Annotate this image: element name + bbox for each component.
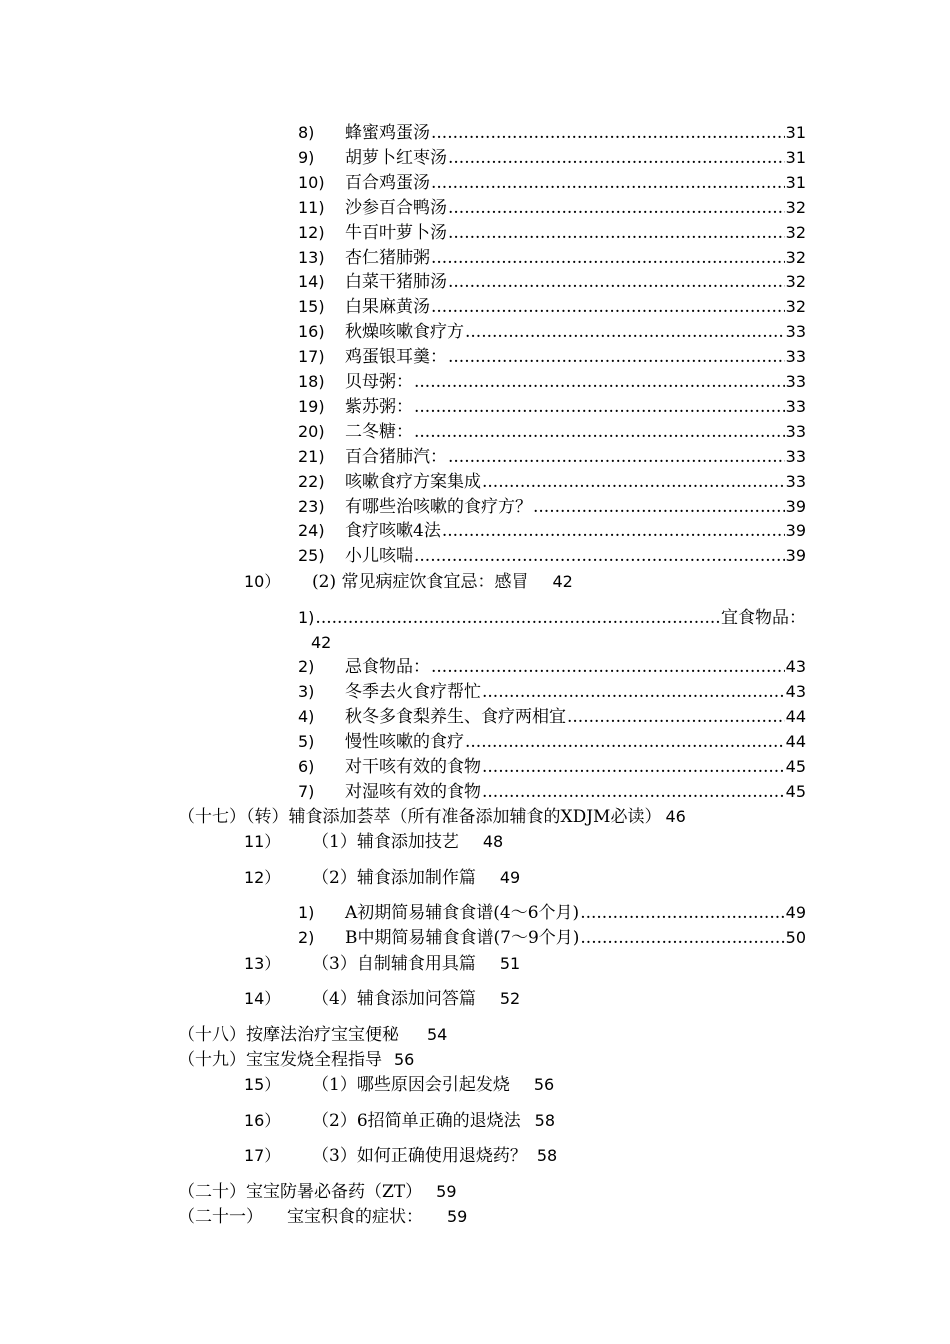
entry-page: 54 [427, 1025, 448, 1044]
entry-title: 沙参百合鸭汤 [345, 197, 447, 218]
toc-subsection-12[interactable] [244, 865, 520, 890]
section-number: （十八） [178, 1025, 246, 1045]
entry-title: （1）哪些原因会引起发烧 [312, 1075, 510, 1095]
toc-subsection-15[interactable] [244, 1072, 554, 1097]
entry-page: 45 [785, 781, 806, 801]
entry-page: 44 [785, 706, 806, 726]
entry-number: 13) [298, 247, 325, 267]
leader-dots [448, 196, 785, 221]
entry-title: 白果麻黄汤 [345, 297, 430, 318]
entry-number: 22) [298, 471, 325, 491]
entry-page: 46 [665, 807, 686, 826]
entry-title: 紫苏粥： [345, 396, 413, 417]
entry-title: 贝母粥： [345, 372, 413, 392]
entry-title: （4）辅食添加问答篇 [312, 989, 476, 1009]
entry-page: 43 [785, 657, 806, 676]
entry-title: 蜂蜜鸡蛋汤 [345, 123, 430, 143]
leader-dots [482, 755, 785, 780]
entry-title: 咳嗽食疗方案集成 [345, 471, 481, 492]
entry-title: 慢性咳嗽的食疗 [345, 731, 464, 752]
entry-page: 45 [785, 756, 806, 776]
toc-section-20[interactable] [178, 1179, 457, 1204]
entry-page: 59 [436, 1182, 457, 1201]
entry-page: 33 [785, 372, 806, 391]
entry-number: 16） [244, 1111, 281, 1130]
entry-number: 10) [298, 172, 325, 192]
entry-page: 33 [785, 347, 806, 367]
entry-number: 19) [298, 396, 325, 416]
entry-page: 59 [447, 1207, 468, 1226]
entry-title: （2）辅食添加制作篇 [312, 868, 476, 888]
entry-number: 18) [298, 372, 325, 391]
toc-entry[interactable] [298, 344, 806, 369]
entry-number: 15） [244, 1075, 281, 1094]
toc-entry[interactable] [298, 518, 806, 543]
entry-title: （2）6招简单正确的退烧法 [312, 1111, 521, 1131]
entry-page: 33 [785, 396, 806, 416]
toc-entry[interactable] [298, 729, 806, 754]
entry-number: 23) [298, 496, 325, 516]
toc-section-19[interactable] [178, 1047, 414, 1072]
entry-number: 6) [298, 756, 315, 776]
toc-entry[interactable] [298, 394, 806, 419]
toc-entry[interactable] [298, 294, 806, 319]
entry-page: 33 [785, 446, 806, 466]
leader-dots [442, 519, 785, 544]
entry-number: 5) [298, 731, 315, 751]
entry-number: 2) [298, 928, 315, 947]
toc-entry[interactable] [298, 654, 806, 679]
entry-title: 二冬糖： [345, 421, 413, 442]
entry-page: 48 [482, 832, 504, 851]
entry-number: 24) [298, 521, 325, 541]
leader-dots [414, 544, 785, 569]
entry-page: 32 [785, 247, 806, 267]
entry-page: 33 [785, 421, 806, 441]
entry-number: 14) [298, 272, 325, 292]
leader-dots [315, 606, 720, 631]
section-title: 宝宝发烧全程指导 [246, 1050, 382, 1070]
leader-dots [448, 221, 785, 246]
section-title: 宝宝积食的症状： [287, 1207, 423, 1227]
toc-entry[interactable] [298, 170, 806, 195]
toc-subsection-13[interactable] [244, 951, 520, 976]
toc-entry-1[interactable] [298, 605, 806, 630]
entry-page: 42 [552, 572, 573, 591]
entry-page: 32 [785, 222, 806, 242]
entry-page: 52 [499, 989, 521, 1008]
entry-page: 56 [394, 1050, 415, 1069]
entry-page: 31 [785, 172, 806, 192]
leader-dots [448, 146, 785, 171]
leader-dots [414, 420, 785, 445]
entry-title: 小儿咳喘 [345, 546, 413, 567]
toc-entry[interactable] [298, 494, 806, 519]
entry-title: 百合鸡蛋汤 [345, 172, 430, 193]
entry-page: 50 [785, 928, 806, 947]
entry-title: 冬季去火食疗帮忙 [345, 681, 481, 702]
toc-entry[interactable] [298, 925, 806, 950]
leader-dots [414, 370, 785, 395]
entry-title: 牛百叶萝卜汤 [345, 222, 447, 243]
entry-number: 13） [244, 954, 281, 973]
entry-title: 有哪些治咳嗽的食疗方？ [345, 496, 532, 517]
entry-title: 白菜干猪肺汤 [345, 272, 447, 293]
leader-dots [567, 705, 785, 730]
entry-title: （3）如何正确使用退烧药？ [312, 1146, 527, 1166]
entry-number: 14） [244, 989, 281, 1008]
toc-entry-1-page [311, 630, 331, 655]
entry-page: 31 [785, 123, 806, 142]
entry-page: 31 [785, 147, 806, 167]
leader-dots [431, 295, 785, 320]
entry-title: 胡萝卜红枣汤 [345, 147, 447, 168]
leader-dots [482, 680, 785, 705]
section-number: （二十） [178, 1182, 246, 1202]
entry-title: 秋燥咳嗽食疗方 [345, 322, 464, 343]
leader-dots [431, 655, 785, 680]
toc-entry[interactable] [298, 704, 806, 729]
entry-page: 49 [785, 903, 806, 922]
toc-entry[interactable] [298, 444, 806, 469]
toc-entry[interactable] [298, 469, 806, 494]
entry-number: 10） [244, 572, 281, 591]
section-title: 按摩法治疗宝宝便秘 [246, 1025, 399, 1045]
toc-entry[interactable] [298, 419, 806, 444]
entry-title: 杏仁猪肺粥 [345, 247, 430, 268]
entry-title: (2) 常见病症饮食宜忌：感冒 [312, 572, 529, 592]
entry-number: 17） [244, 1146, 281, 1165]
toc-entry[interactable] [298, 543, 806, 568]
entry-title: 对干咳有效的食物 [345, 756, 481, 777]
entry-title: 食疗咳嗽4法 [345, 521, 441, 542]
entry-number: 12） [244, 868, 281, 887]
entry-number: 15) [298, 297, 325, 317]
toc-entry[interactable] [298, 195, 806, 220]
toc-entry[interactable] [298, 120, 806, 145]
entry-page: 51 [499, 954, 521, 973]
entry-number: 20) [298, 421, 325, 441]
section-title: 宝宝防暑必备药（ZT） [246, 1182, 423, 1202]
entry-title: A初期简易辅食食谱(4～6个月) [345, 903, 580, 923]
entry-title: 忌食物品： [345, 657, 430, 677]
entry-number: 21) [298, 446, 325, 466]
entry-title: 鸡蛋银耳羹： [345, 347, 447, 368]
toc-subsection-10[interactable] [244, 569, 573, 594]
entry-page: 33 [785, 471, 806, 491]
entry-page: 49 [499, 868, 521, 887]
entry-title: （1）辅食添加技艺 [312, 832, 459, 852]
leader-dots [580, 926, 784, 951]
toc-subsection-17[interactable] [244, 1143, 557, 1168]
toc-section-21[interactable] [178, 1204, 467, 1229]
entry-number: 11) [298, 197, 325, 217]
entry-page: 39 [785, 546, 806, 566]
toc-section-17[interactable] [178, 804, 686, 829]
toc-subsection-11[interactable] [244, 829, 503, 854]
entry-page: 43 [785, 681, 806, 701]
toc-entry[interactable] [298, 245, 806, 270]
section-title: （十七）（转）辅食添加荟萃（所有准备添加辅食的XDJM必读） [178, 807, 662, 827]
section-number: （十九） [178, 1050, 246, 1070]
entry-page: 42 [311, 633, 332, 652]
toc-entry[interactable] [298, 145, 806, 170]
toc-subsection-16[interactable] [244, 1108, 555, 1133]
leader-dots [431, 171, 785, 196]
entry-number: 8) [298, 123, 315, 142]
leader-dots [448, 445, 785, 470]
entry-page: 58 [534, 1111, 555, 1130]
leader-dots [482, 470, 785, 495]
toc-entry[interactable] [298, 319, 806, 344]
leader-dots [533, 495, 785, 520]
entry-number: 3) [298, 681, 315, 701]
section-number: （二十一） [178, 1207, 263, 1227]
leader-dots [482, 780, 785, 805]
entry-number: 9) [298, 147, 315, 167]
entry-title: 宜食物品： [721, 608, 806, 628]
toc-section-18[interactable] [178, 1022, 447, 1047]
leader-dots [448, 345, 785, 370]
leader-dots [431, 121, 785, 146]
entry-title: 秋冬多食梨养生、食疗两相宜 [345, 706, 566, 727]
leader-dots [465, 730, 785, 755]
entry-page: 39 [785, 496, 806, 516]
entry-title: （3）自制辅食用具篇 [312, 954, 476, 974]
entry-number: 4) [298, 706, 315, 726]
entry-number: 12) [298, 222, 325, 242]
toc-entry[interactable] [298, 269, 806, 294]
entry-title: 对湿咳有效的食物 [345, 781, 481, 802]
entry-number: 16) [298, 322, 325, 342]
entry-page: 39 [785, 521, 806, 541]
leader-dots [431, 246, 785, 271]
leader-dots [465, 320, 785, 345]
entry-page: 32 [785, 297, 806, 317]
entry-page: 33 [785, 322, 806, 342]
entry-number: 1) [298, 608, 315, 627]
toc-entry[interactable] [298, 779, 806, 804]
leader-dots [414, 395, 785, 420]
toc-entry[interactable] [298, 369, 806, 394]
entry-number: 11） [244, 832, 281, 851]
toc-entry[interactable] [298, 900, 806, 925]
entry-number: 1) [298, 903, 315, 922]
entry-number: 7) [298, 781, 315, 801]
toc-entry[interactable] [298, 679, 806, 704]
entry-page: 56 [533, 1075, 555, 1094]
leader-dots [448, 270, 785, 295]
entry-number: 17) [298, 347, 325, 367]
toc-entry[interactable] [298, 754, 806, 779]
entry-page: 32 [785, 197, 806, 217]
toc-entry[interactable] [298, 220, 806, 245]
entry-title: 百合猪肺汽： [345, 446, 447, 467]
entry-page: 58 [536, 1146, 558, 1165]
leader-dots [580, 901, 784, 926]
entry-number: 25) [298, 546, 325, 566]
entry-title: B中期简易辅食食谱(7～9个月) [345, 928, 580, 948]
toc-subsection-14[interactable] [244, 986, 520, 1011]
entry-page: 32 [785, 272, 806, 292]
entry-page: 44 [785, 731, 806, 751]
entry-number: 2) [298, 657, 315, 676]
